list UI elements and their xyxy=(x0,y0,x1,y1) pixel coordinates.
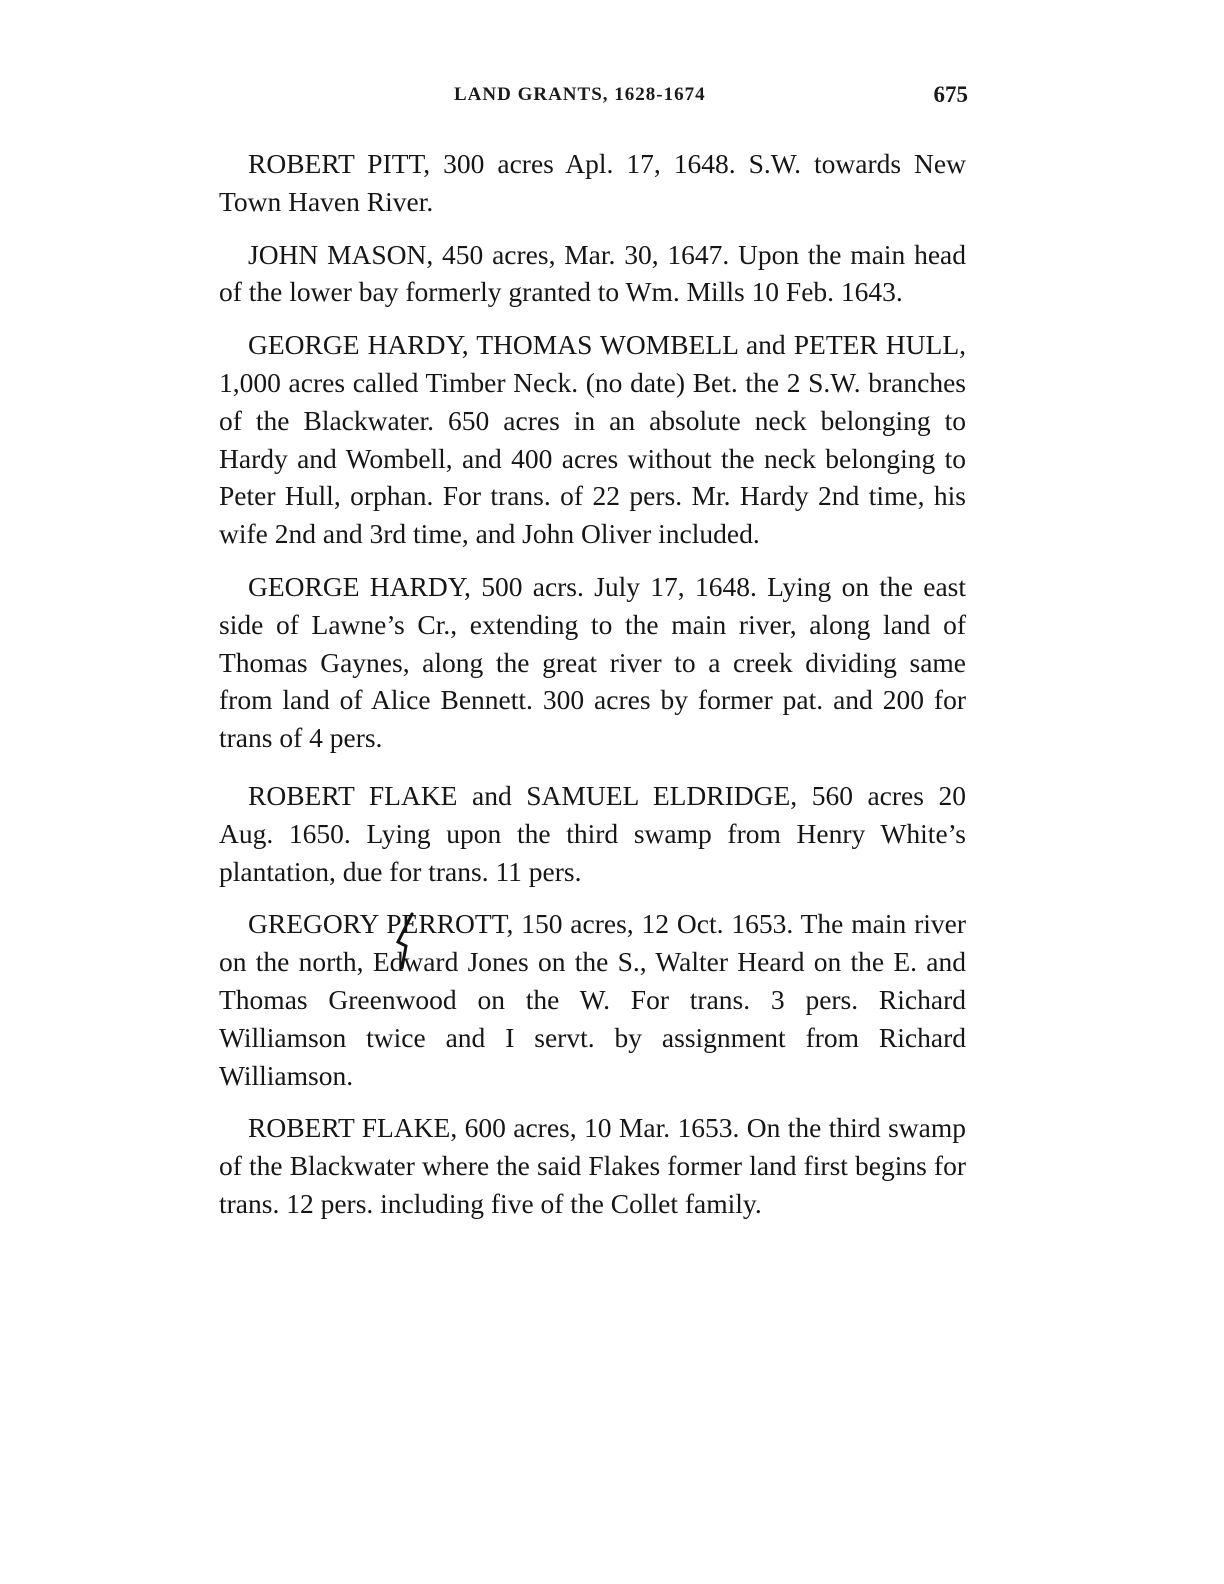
entry-john-mason: JOHN MASON, 450 acres, Mar. 30, 1647. Upon the main head of the lower bay formerly granted to Wm. Mills 10 Feb. 1643. xyxy=(219,238,966,308)
entry-hardy-wombell-hull: GEORGE HARDY, THOMAS WOMBELL and PETER HULL, 1,000 acres called Timber Neck. (no date) Bet. the 2 S.W. branches of the Blackwater. 650 acres in an absolute neck belonging to Hardy and Wombell, and 400 acres without the neck belonging to Peter Hull, orphan. For trans. of 22 pers. Mr. Hardy 2nd time, his wife 2nd and 3rd time, and John Oliver included. xyxy=(219,329,966,550)
running-head xyxy=(220,84,968,114)
running-title: LAND GRANTS, 1628-1674 xyxy=(454,84,706,105)
entry-flake-eldridge: ROBERT FLAKE and SAMUEL ELDRIDGE, 560 acres 20 Aug. 1650. Lying upon the third swamp from Henry White’s plantation, due for trans. 11 pers. xyxy=(219,779,966,887)
handwritten-correction-mark-icon xyxy=(392,912,416,970)
entry-george-hardy: GEORGE HARDY, 500 acrs. July 17, 1648. Lying on the east side of Lawne’s Cr., extending to the main river, along land of Thomas Gaynes, along the great river to a creek dividing same from land of Alice Bennett. 300 acres by former pat. and 200 for trans of 4 pers. xyxy=(219,570,966,754)
entry-robert-pitt: ROBERT PITT, 300 acres Apl. 17, 1648. S.W. towards New Town Haven River. xyxy=(219,148,966,217)
entry-robert-flake: ROBERT FLAKE, 600 acres, 10 Mar. 1653. On the third swamp of the Blackwater where the said Flakes former land first begins for trans. 12 pers. including five of the Collet family. xyxy=(219,1112,966,1219)
entry-gregory-perrott: GREGORY PERROTT, 150 acres, 12 Oct. 1653. The main river on the north, Edward Jones on the S., Walter Heard on the E. and Thomas Greenwood on the W. For trans. 3 pers. Richard Williamson twice and I servt. by assignment from Richard Williamson. xyxy=(219,908,966,1091)
land-grant-entries xyxy=(219,145,966,1238)
page-number: 675 xyxy=(933,82,968,107)
